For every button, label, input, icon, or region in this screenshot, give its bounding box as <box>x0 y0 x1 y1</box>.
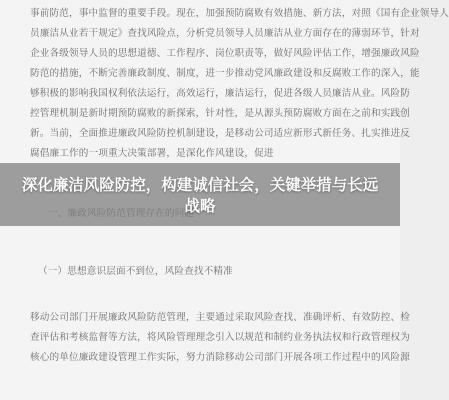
banner-title-line-1: 深化廉洁风险防控，构建诚信社会，关键举措与长远 <box>21 176 379 194</box>
banner-title-line-2: 战略 <box>184 197 216 215</box>
paragraph-line: 员廉洁从业若干规定》查找风险点，分析党员领导人员廉洁从业方面存在的薄弱环节，针对 <box>30 28 420 39</box>
subheading: （一）思想意识层面不到位，风险查找不精准 <box>38 266 233 277</box>
paragraph-line: 控管理机制是新时期预防腐败的新探索，针对性，是从源头预防腐败方面在之前和实践创 <box>30 108 411 119</box>
paragraph-line: 腐倡廉工作的一项重大决策部署，是深化作风建设，促进 <box>30 148 274 159</box>
paragraph-line: 防范的措施，不断完善廉政制度、制度，进一步推动党风廉政建设和反腐败工作的深入，能 <box>30 68 420 79</box>
title-banner <box>0 163 400 226</box>
paragraph-line: 事前防范，事中监督的重要手段。现在，加强预防腐败有效措施、新方法，对照《国有企业领导人 <box>30 8 449 19</box>
paragraph-line: 新。当前，全面推进廉政风险防控机制建设，是移动公司适应新形式新任务、扎实推进反 <box>30 128 411 139</box>
paragraph-line: 够积极的影响我国权利依法运行，高效运行，廉洁运行，促进各级人员廉洁从业。风险防 <box>30 88 411 99</box>
paragraph-line: 企业各级领导人员的思想道德、工作程序、岗位职责等，做好风险评估工作，增强廉政风险 <box>30 48 420 59</box>
paragraph-line: 查评估和考核监督等方法，将风险管理理念引入以规范和制约业务执法权和行政管理权为 <box>30 332 411 343</box>
paragraph-line: 移动公司部门开展廉政风险防范管理，主要通过采取风险查找、准确评析、有效防控、检 <box>30 312 411 323</box>
paragraph-line: 核心的单位廉政建设管理工作实际，努力消除移动公司部门开展各项工作过程中的风险源 <box>30 352 411 363</box>
